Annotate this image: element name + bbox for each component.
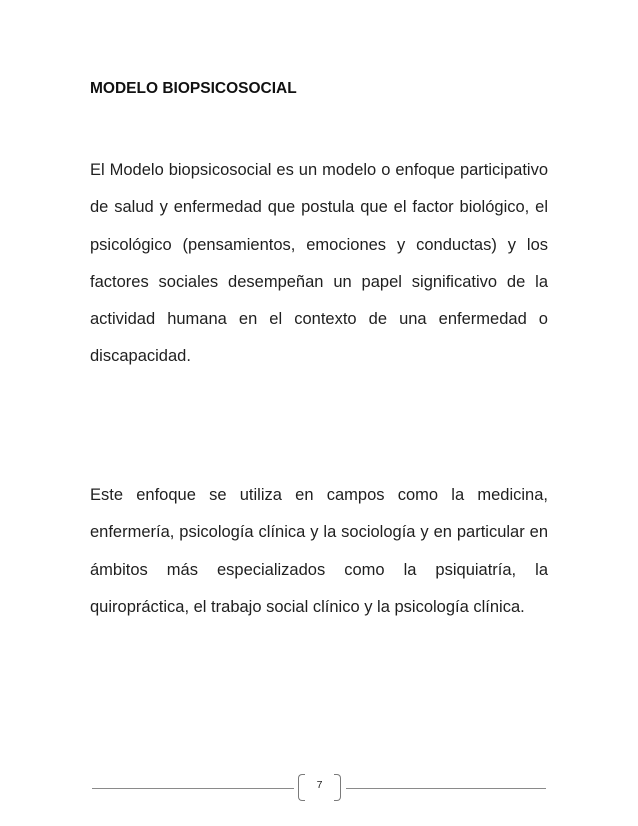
left-bracket-decoration — [298, 774, 305, 801]
section-heading: MODELO BIOPSICOSOCIAL — [90, 80, 297, 97]
right-bracket-decoration — [334, 774, 341, 801]
footer-rule-right — [346, 788, 546, 789]
page-footer — [0, 768, 638, 808]
page-number: 7 — [316, 779, 323, 791]
paragraph-applications: Este enfoque se utiliza en campos como la medicina, enfermería, psicología clínica y la sociología y en particular en ámbitos más especializados como la psiquiatría, la quiropráctica, el trabajo social clínico y la psicología clínica. — [90, 486, 548, 616]
footer-rule-left — [92, 788, 294, 789]
paragraph-definition: El Modelo biopsicosocial es un modelo o enfoque participativo de salud y enfermedad que postula que el factor biológico, el psicológico (pensamientos, emociones y conductas) y los factores sociales desempeñan un papel significativo de la actividad humana en el contexto de una enfermedad o discapacidad. — [90, 161, 548, 366]
